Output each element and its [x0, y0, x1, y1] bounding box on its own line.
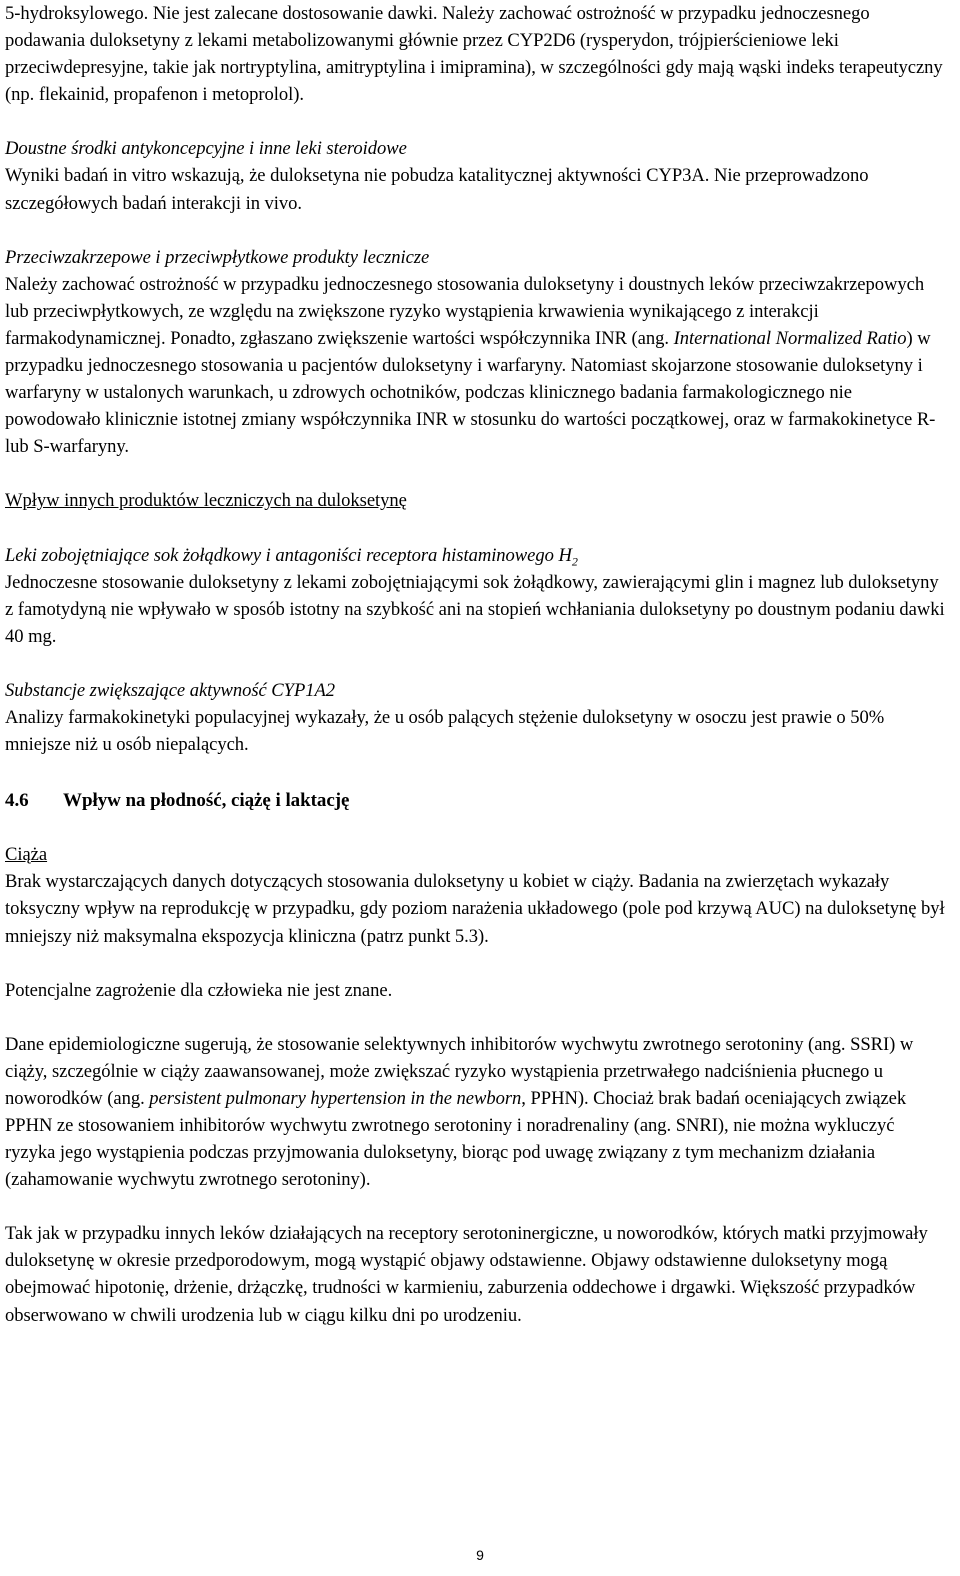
pregnancy-3-text-b: , PPHN). Chociaż brak badań oceniających związek PPHN ze stosowaniem inhibitorów wychwytu zwrotnego serotoniny i noradrenaliny (ang. SNRI), nie można wykluczyć ryzyka jego wystąpienia podczas przyjmowania duloksetyny, biorąc pod uwagę związany z tym mechanizm działania (zahamowanie wychwytu zwrotnego serotoniny).	[5, 1087, 907, 1191]
paragraph-pregnancy-2: Potencjalne zagrożenie dla człowieka nie jest znane.	[5, 979, 393, 1001]
paragraph-pregnancy-3	[5, 1031, 949, 1194]
subheading-antacids	[5, 542, 949, 569]
anticoag-text-italic: International Normalized Ratio	[673, 327, 907, 349]
subheading-cyp1a2: Substancje zwiększające aktywność CYP1A2	[5, 679, 336, 701]
paragraph-pregnancy-1: Brak wystarczających danych dotyczących stosowania duloksetyny u kobiet w ciąży. Badania na zwierzętach wykazały toksyczny wpływ na reprodukcję w przypadku, gdy poziom narażenia układowego (pole pod krzywą AUC) na duloksetynę był mniejszy niż maksymalna ekspozycja kliniczna (patrz punkt 5.3).	[5, 871, 945, 947]
paragraph-contraceptives: Wyniki badań in vitro wskazują, że duloksetyna nie pobudza katalitycznej aktywności CYP3A. Nie przeprowadzono szczegółowych badań interakcji in vivo.	[5, 165, 869, 214]
antacids-title-subscript: 2	[571, 554, 578, 569]
section-number: 4.6	[5, 790, 29, 812]
paragraph-cyp2d6: 5-hydroksylowego. Nie jest zalecane dostosowanie dawki. Należy zachować ostrożność w przypadku jednoczesnego podawania duloksetyny z lekami metabolizowanymi głównie przez CYP2D6 (rysperydon, trójpierścieniowe leki przeciwdepresyjne, takie jak nortryptylina, amitryptylina i imipramina), w szczególności gdy mają wąski indeks terapeutyczny (np. flekainid, propafenon i metoprolol).	[5, 3, 943, 106]
pregnancy-3-text-a: Dane epidemiologiczne sugerują, że stosowanie selektywnych inhibitorów wychwytu zwrotnego serotoniny (ang. SSRI) w ciąży, szczególnie w ciąży zaawansowanej, może zwiększać ryzyko wystąpienia przetrwałego nadciśnienia płucnego u noworodków (ang.	[5, 1033, 914, 1109]
paragraph-cyp1a2: Analizy farmakokinetyki populacyjnej wykazały, że u osób palących stężenie duloksetyny w osoczu jest prawie o 50% mniejsze niż u osób niepalących.	[5, 706, 885, 756]
heading-other-products: Wpływ innych produktów leczniczych na duloksetynę	[5, 490, 407, 512]
subheading-anticoagulants: Przeciwzakrzepowe i przeciwpłytkowe produkty lecznicze	[5, 246, 430, 268]
subheading-contraceptives: Doustne środki antykoncepcyjne i inne leki steroidowe	[5, 138, 407, 160]
document-page	[5, 0, 949, 1329]
heading-pregnancy: Ciąża	[5, 844, 48, 866]
paragraph-anticoagulants	[5, 271, 949, 461]
anticoag-text-a: Należy zachować ostrożność w przypadku jednoczesnego stosowania duloksetyny i doustnych leków przeciwzakrzepowych lub przeciwpłytkowych, ze względu na zwiększone ryzyko wystąpienia krwawienia wynikającego z interakcji farmakodynamicznej. Ponadto, zgłaszano zwiększenie wartości współczynnika INR (ang.	[5, 273, 925, 349]
paragraph-pregnancy-4: Tak jak w przypadku innych leków działających na receptory serotoninergiczne, u noworodków, których matki przyjmowały duloksetynę w okresie przedporodowym, mogą wystąpić objawy odstawienne. Objawy odstawienne duloksetyny mogą obejmować hipotonię, drżenie, drżączkę, trudności w karmieniu, zaburzenia oddechowe i drgawki. Większość przypadków obserwowano w chwili urodzenia lub w ciągu kilku dni po urodzeniu.	[5, 1223, 928, 1326]
pregnancy-3-text-italic: persistent pulmonary hypertension in the newborn	[149, 1087, 522, 1109]
section-heading-4-6	[5, 787, 949, 814]
anticoag-text-b: ) w przypadku jednoczesnego stosowania u pacjentów duloksetyny i warfaryny. Natomiast skojarzone stosowanie duloksetyny i warfaryny w ustalonych warunkach, u zdrowych ochotników, podczas klinicznego badania farmakologicznego nie powodowało klinicznie istotnej zmiany współczynnika INR w stosunku do wartości początkowej, oraz w farmakokinetyce R- lub S-warfaryny.	[5, 327, 936, 458]
section-title: Wpływ na płodność, ciążę i laktację	[63, 790, 350, 812]
page-number: 9	[476, 1547, 484, 1563]
paragraph-antacids: Jednoczesne stosowanie duloksetyny z lekami zobojętniającymi sok żołądkowy, zawierającymi glin i magnez lub duloksetyny z famotydyną nie wpływało w sposób istotny na szybkość ani na stopień wchłaniania duloksetyny po doustnym podaniu dawki 40 mg.	[5, 571, 945, 647]
antacids-title: Leki zobojętniające sok żołądkowy i antagoniści receptora histaminowego H	[5, 544, 572, 566]
